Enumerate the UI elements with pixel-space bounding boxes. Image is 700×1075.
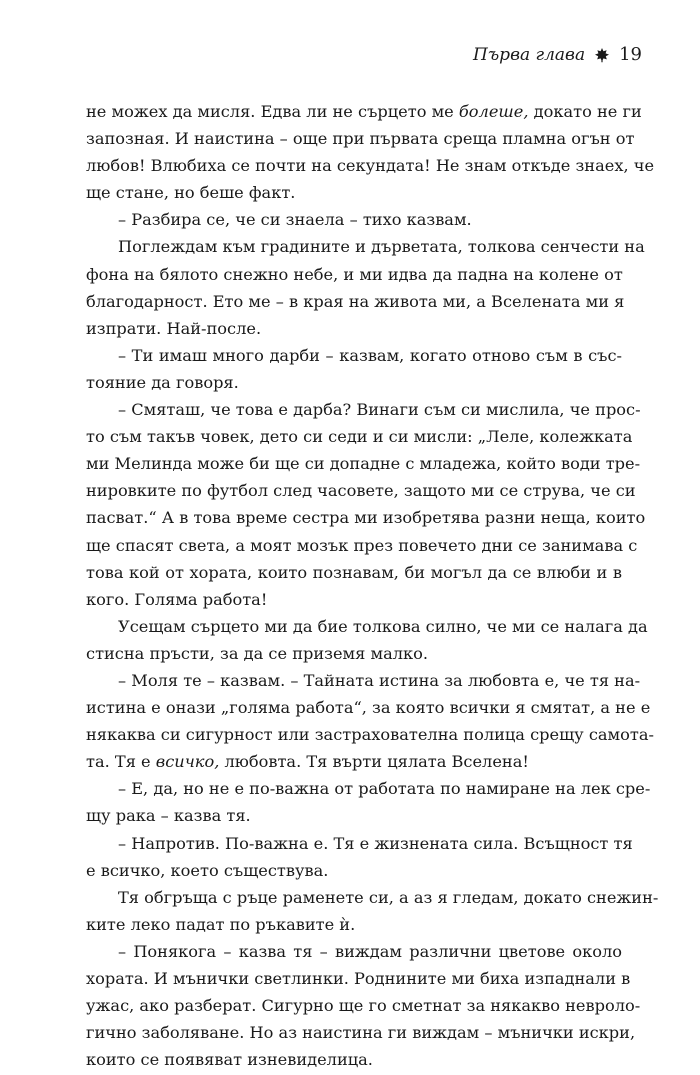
leaf-icon <box>594 47 610 63</box>
text-line: ките леко падат по ръкавите ѝ. <box>86 914 356 934</box>
text-line: – Разбира се, че си знаела – тихо казвам. <box>118 210 472 230</box>
text-line: любов! Влюбиха се почти на секундата! Не знам откъде знаех, че <box>86 156 655 176</box>
text-line: – Ти имаш много дарби – казвам, когато отново съм в със- <box>118 345 622 365</box>
text-line: истина е онази „голяма работа“, за която всички я смятат, а не е <box>86 698 651 718</box>
running-head <box>473 44 642 65</box>
text-line: тояние да говоря. <box>86 372 239 392</box>
text-line: Усещам сърцето ми да бие толкова силно, че ми се налага да <box>118 616 648 636</box>
text-line: кого. Голяма работа! <box>86 589 268 609</box>
text-line: – Напротив. По-важна е. Тя е жизнената сила. Всъщност тя <box>118 833 633 853</box>
text-line: ще стане, но беше факт. <box>86 183 296 203</box>
text-line: Поглеждам към градините и дърветата, толкова сенчести на <box>118 237 645 257</box>
text-line: нировките по футбол след часовете, защото ми се струва, че си <box>86 481 636 501</box>
text-line: та. Тя е всичко, любовта. Тя върти цялата Вселена! <box>86 752 529 772</box>
text-line: – Е, да, но не е по-важна от работата по намиране на лек сре- <box>118 779 651 799</box>
text-line: изпрати. Най-после. <box>86 318 262 338</box>
text-line: ще спасят света, а моят мозък през повечето дни се занимава с <box>86 535 638 555</box>
text-line: – Смяташ, че това е дарба? Винаги съм си мислила, че прос- <box>118 400 641 420</box>
text-line: е всичко, което съществува. <box>86 860 329 880</box>
text-line: благодарност. Ето ме – в края на живота ми, а Вселената ми я <box>86 291 625 311</box>
chapter-title: Първа глава <box>473 44 586 65</box>
text-line: това кой от хората, които познавам, би могъл да се влюби и в <box>86 562 622 582</box>
text-line: пасват.“ А в това време сестра ми изобретява разни неща, които <box>86 508 646 528</box>
text-line: Тя обгръща с ръце раменете си, а аз я гледам, докато снежин- <box>118 887 659 907</box>
text-line: стисна пръсти, за да се приземя малко. <box>86 643 429 663</box>
text-line: запозная. И наистина – още при първата среща пламна огън от <box>86 129 635 149</box>
text-line: не можех да мисля. Едва ли не сърцето ме болеше, докато не ги <box>86 102 642 121</box>
text-line: – Понякога – казва тя – виждам различни цветове около <box>118 941 622 961</box>
text-line: гично заболяване. Но аз наистина ги виждам – мънички искри, <box>86 1023 636 1043</box>
text-line: някаква си сигурност или застрахователна полица срещу самота- <box>86 725 654 745</box>
text-line: то съм такъв човек, дето си седи и си мисли: „Леле, колежката <box>86 427 633 447</box>
italic-word: болеше, <box>458 102 529 121</box>
body-text <box>86 98 659 1073</box>
text-line: ужас, ако разберат. Сигурно ще го сметнат за някакво невроло- <box>86 996 641 1016</box>
text-line: – Моля те – казвам. – Тайната истина за любовта е, че тя на- <box>118 670 641 690</box>
text-line: хората. И мънички светлинки. Роднините ми биха изпаднали в <box>86 969 631 988</box>
text-line: щу рака – казва тя. <box>86 806 251 826</box>
page-number: 19 <box>619 44 642 65</box>
text-line: които се появяват изневиделица. <box>86 1050 373 1070</box>
italic-word: всичко, <box>155 752 220 772</box>
text-line: ми Мелинда може би ще си допадне с младежа, който води тре- <box>86 454 641 474</box>
text-line: фона на бялото снежно небе, и ми идва да падна на колене от <box>86 264 623 284</box>
